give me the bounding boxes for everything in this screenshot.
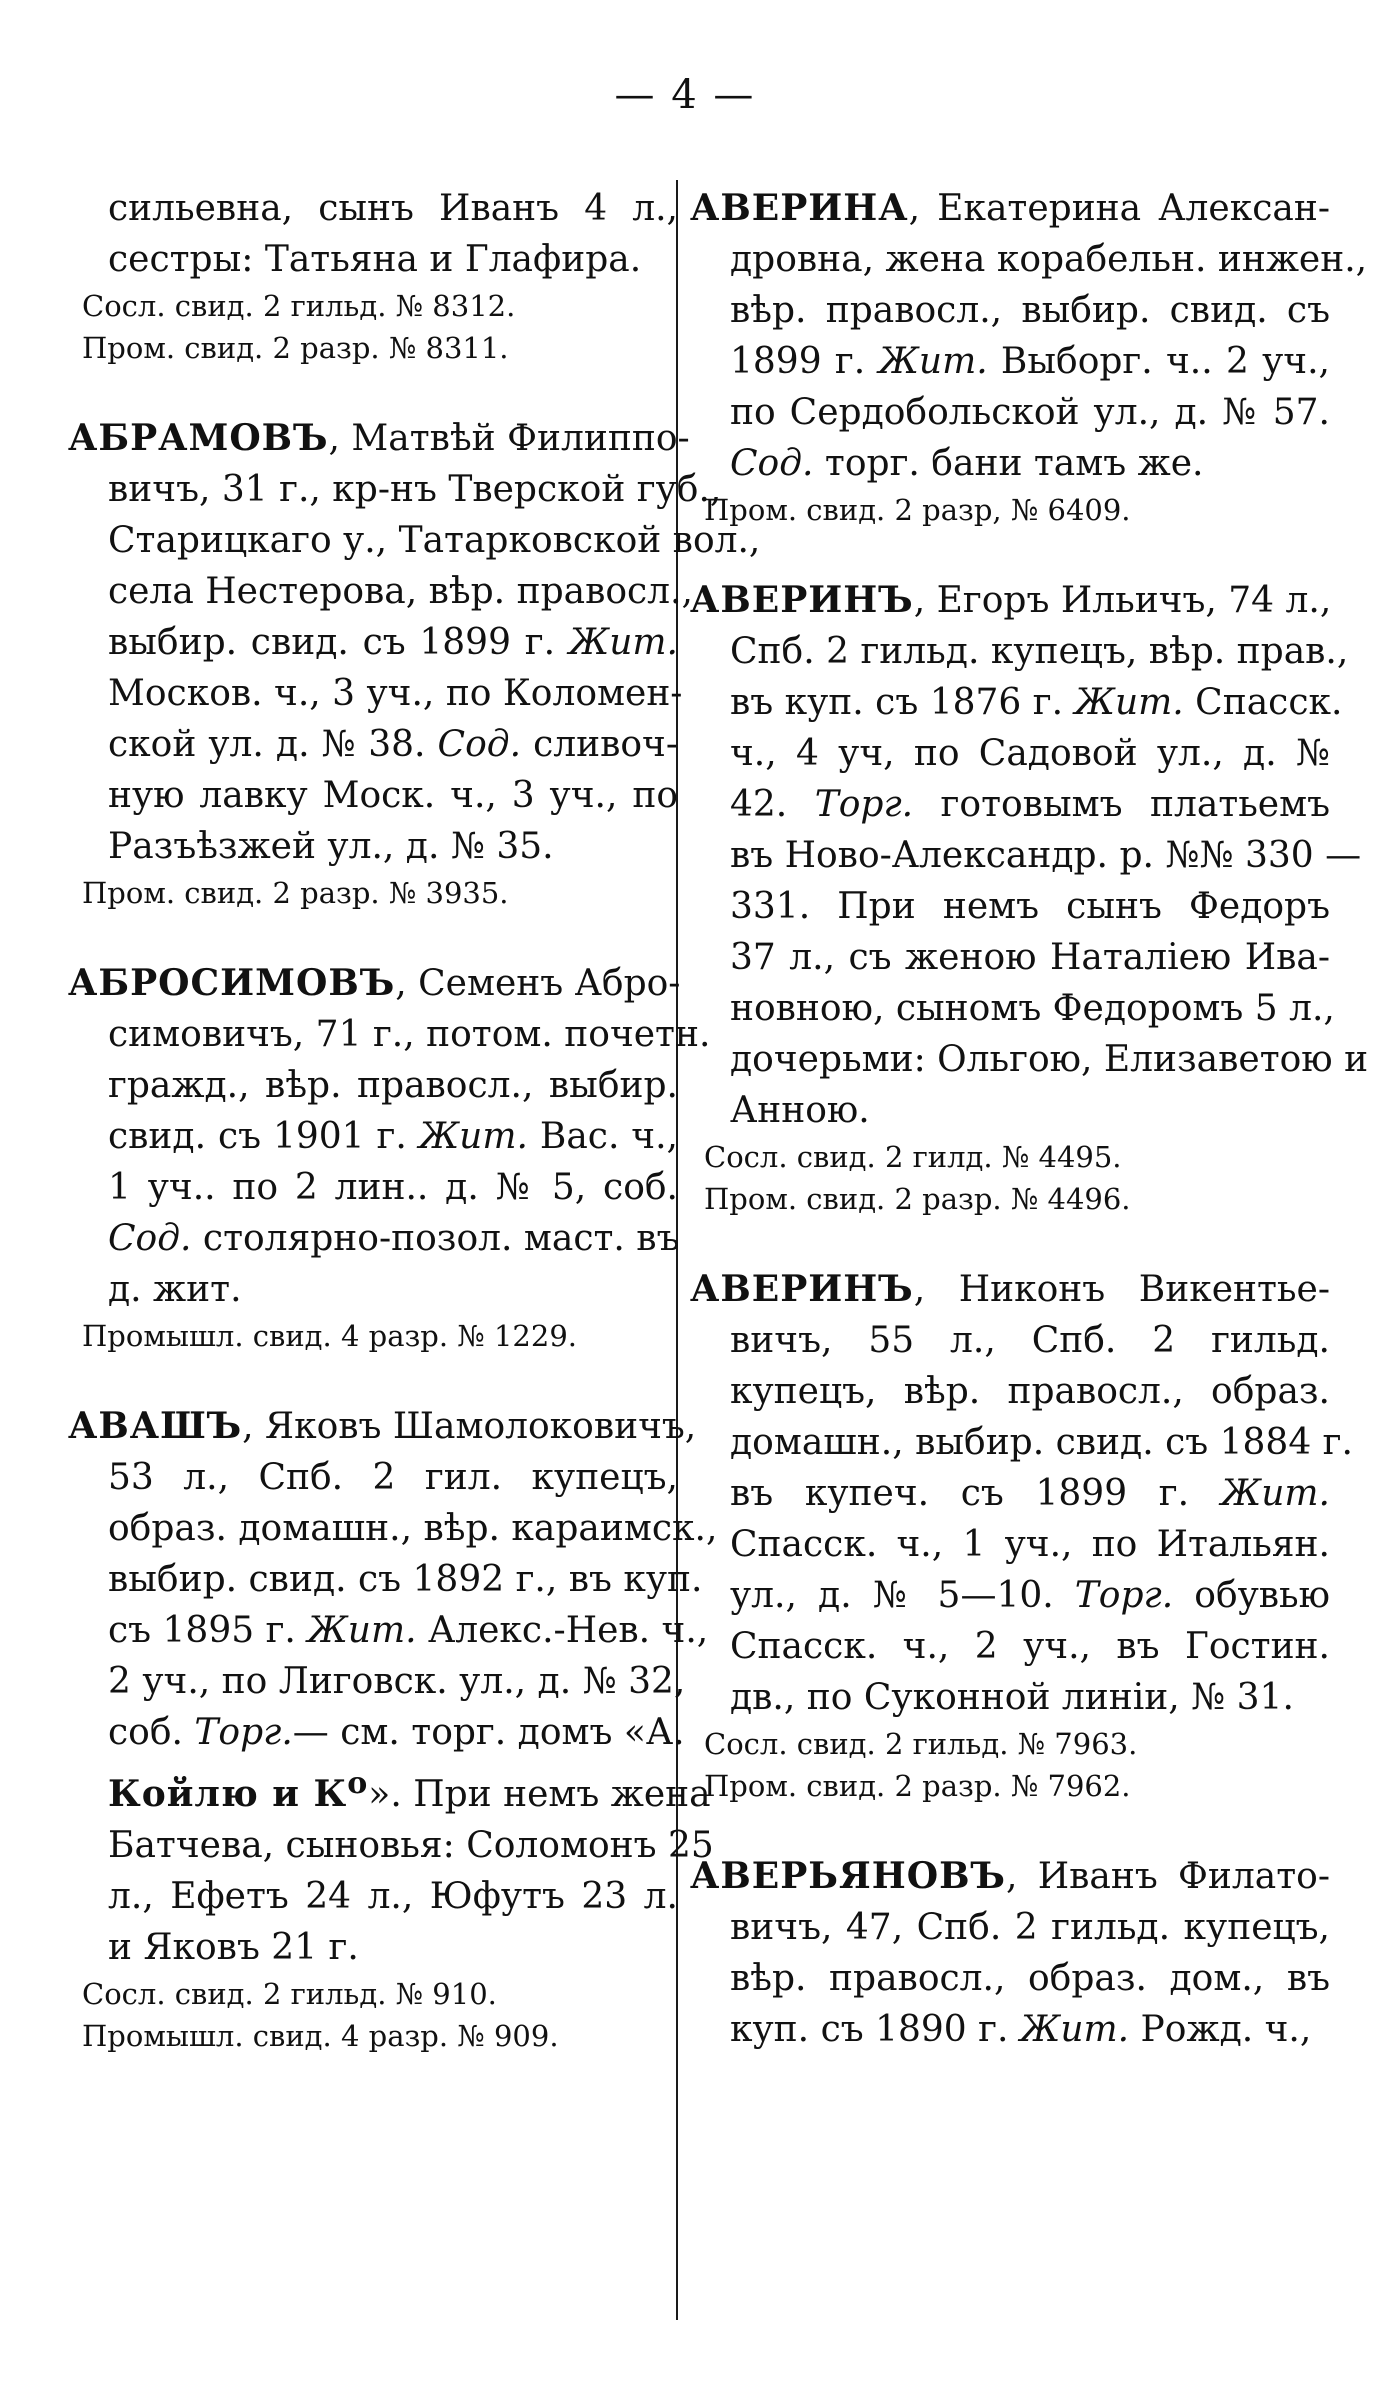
entry-text: 1899 г. — [730, 341, 879, 382]
entry-averyanov — [690, 1851, 1330, 2055]
entry-text-line — [68, 1213, 678, 1264]
trade-certificate: Промышл. свид. 4 разр. № 909. — [82, 2019, 559, 2053]
entry-text-line: Старицкаго у., Татарковской вол., — [108, 520, 761, 561]
entry-text: Спасск. — [1183, 682, 1343, 723]
entry-surname: АВЕРЬЯНОВЪ — [690, 1855, 1006, 1897]
entry-text: , Егоръ Ильичъ, 74 л., — [913, 580, 1332, 621]
entry-abbrev-italic: Сод. — [730, 443, 814, 484]
entry-abbrev-italic: Жит. — [1220, 1473, 1330, 1514]
entry-heading-line — [68, 413, 690, 464]
entry-heading-line — [68, 958, 681, 1009]
entry-text-line — [68, 1605, 709, 1656]
entry-text-line — [690, 1468, 1330, 1519]
entry-text-line: по Сердобольской ул., д. № 57. — [730, 392, 1330, 433]
entry-text-line: домашн., выбир. свид. съ 1884 г. — [730, 1422, 1353, 1463]
entry-text-line: и Яковъ 21 г. — [108, 1927, 359, 1968]
entry-text-line: Спасск. ч., 2 уч., въ Гостин. — [730, 1626, 1330, 1667]
entry-heading-line — [690, 183, 1330, 234]
entry-continued — [68, 183, 678, 369]
entry-text-line — [690, 779, 1330, 830]
entry-text-line: Анною. — [730, 1090, 870, 1131]
entry-text-line: выбир. свид. съ 1892 г., въ куп. — [108, 1559, 703, 1600]
entry-text: обувью — [1173, 1575, 1331, 1616]
entry-text-line: вичъ, 47, Спб. 2 гильд. купецъ, — [730, 1907, 1330, 1948]
entry-text-line: гражд., вѣр. правосл., выбир. — [108, 1065, 678, 1106]
entry-surname: АБРАМОВЪ — [68, 417, 329, 459]
entry-text-line — [690, 336, 1330, 387]
entry-text: , Екатерина Алексан- — [908, 188, 1330, 229]
entry-text-line — [68, 719, 678, 770]
entry-text-line: 2 уч., по Лиговск. ул., д. № 32, — [108, 1661, 686, 1702]
entry-text: , Семенъ Абро- — [395, 963, 681, 1004]
entry-text-line: вичъ, 31 г., кр-нъ Тверской губ., — [108, 469, 722, 510]
entry-surname: АБРОСИМОВЪ — [68, 962, 396, 1004]
entry-text-line: вѣр. правосл., выбир. свид. съ — [730, 290, 1330, 331]
entry-text-line: ную лавку Моск. ч., 3 уч., по — [108, 775, 678, 816]
entry-surname: АВЕРИНЪ — [690, 1268, 914, 1310]
entry-surname: АВЕРИНА — [690, 187, 909, 229]
entry-text: Вас. ч., — [527, 1116, 678, 1157]
entry-text: , Никонъ Викентье- — [913, 1269, 1330, 1310]
entry-text-line: вѣр. правосл., образ. дом., въ — [730, 1958, 1330, 1999]
entry-text-line: 53 л., Спб. 2 гил. купецъ, — [108, 1457, 678, 1498]
entry-text: , Матвѣй Филиппо- — [328, 418, 690, 459]
entry-text-line: купецъ, вѣр. правосл., образ. — [730, 1371, 1330, 1412]
entry-text-line — [690, 1570, 1330, 1621]
entry-text-line: 331. При немъ сынъ Федоръ — [730, 886, 1330, 927]
entry-text-line: л., Ефетъ 24 л., Юфутъ 23 л. — [108, 1876, 678, 1917]
entry-text-line: сильевна, сынъ Иванъ 4 л., — [108, 188, 678, 229]
entry-text: Выборг. ч.. 2 уч., — [987, 341, 1330, 382]
entry-text: свид. съ 1901 г. — [108, 1116, 419, 1157]
entry-abrosimov — [68, 958, 711, 1357]
entry-abbrev-italic: Жит. — [878, 341, 988, 382]
entry-surname: АВАШЪ — [68, 1405, 243, 1447]
entry-text: соб. — [108, 1712, 195, 1753]
entry-heading-line — [690, 575, 1330, 626]
entry-text-line: Москов. ч., 3 уч., по Коломен- — [108, 673, 683, 714]
trade-certificate: Пром. свид. 2 разр. № 4496. — [704, 1182, 1131, 1216]
entry-text: въ купеч. съ 1899 г. — [730, 1473, 1221, 1514]
entry-text-line — [68, 1758, 711, 1820]
entry-text: куп. съ 1890 г. — [730, 2009, 1020, 2050]
entry-text: 42. — [730, 784, 815, 825]
entry-text-line — [690, 677, 1343, 728]
entry-text-line: дровна, жена корабельн. инжен., — [730, 239, 1368, 280]
entry-heading-line — [690, 1264, 1330, 1315]
entry-text-line — [68, 1707, 685, 1758]
right-column — [690, 183, 1369, 2099]
entry-abbrev-italic: Жит. — [307, 1610, 417, 1651]
entry-heading-line — [68, 1401, 697, 1452]
entry-text-line: Батчева, сыновья: Соломонъ 25 — [108, 1825, 714, 1866]
entry-text-line: сестры: Татьяна и Глафира. — [108, 239, 642, 280]
entry-text-line: 1 уч.. по 2 лин.. д. № 5, соб. — [108, 1167, 678, 1208]
entry-text-line — [68, 617, 678, 668]
entry-abbrev-italic: Торг. — [814, 784, 914, 825]
entry-abbrev-italic: Жит. — [1074, 682, 1184, 723]
entry-text: ». При немъ жена — [368, 1774, 711, 1815]
estate-certificate: Сосл. свид. 2 гильд. № 8312. — [82, 289, 516, 323]
entry-surname: АВЕРИНЪ — [690, 579, 914, 621]
entry-text: столярно-позол. маст. въ — [191, 1218, 680, 1259]
trade-certificate: Промышл. свид. 4 разр. № 1229. — [82, 1319, 577, 1353]
entry-abbrev-italic: Жит. — [568, 622, 678, 663]
entry-abbrev-italic: Торг. — [1074, 1575, 1174, 1616]
page-number: — 4 — — [614, 72, 756, 118]
trade-certificate: Пром. свид. 2 разр. № 7962. — [704, 1769, 1131, 1803]
entry-text-line: 37 л., съ женою Наталіею Ива- — [730, 937, 1330, 978]
entry-text-line: дочерьми: Ольгою, Елизаветою и — [730, 1039, 1369, 1080]
estate-certificate: Сосл. свид. 2 гильд. № 910. — [82, 1977, 497, 2011]
entry-text: Алекс.-Нев. ч., — [416, 1610, 709, 1651]
entry-text-line: вичъ, 55 л., Спб. 2 гильд. — [730, 1320, 1330, 1361]
entry-text: въ куп. съ 1876 г. — [730, 682, 1075, 723]
entry-abbrev-italic: Сод. — [108, 1218, 192, 1259]
entry-text: Рожд. ч., — [1129, 2009, 1312, 2050]
entry-text-line: дв., по Суконной линіи, № 31. — [730, 1677, 1294, 1718]
entry-text-line: въ Ново-Александр. р. №№ 330 — — [730, 835, 1362, 876]
estate-certificate: Сосл. свид. 2 гильд. № 7963. — [704, 1727, 1138, 1761]
entry-abbrev-italic: Жит. — [418, 1116, 528, 1157]
entry-averin-egor — [690, 575, 1369, 1220]
entry-text-line — [690, 2004, 1330, 2055]
firm-name-superscript: о — [347, 1766, 369, 1801]
entry-abbrev-italic: Жит. — [1019, 2009, 1130, 2050]
entry-text-line: Спасск. ч., 1 уч., по Итальян. — [730, 1524, 1330, 1565]
entry-text-line: образ. домашн., вѣр. караимск., — [108, 1508, 718, 1549]
trade-certificate: Пром. свид. 2 разр. № 8311. — [82, 331, 509, 365]
entry-abramov — [68, 413, 761, 914]
entry-text: готовымъ платьемъ — [913, 784, 1331, 825]
entry-text: , Иванъ Филато- — [1005, 1856, 1330, 1897]
entry-text-line — [68, 1111, 678, 1162]
entry-text-line — [690, 438, 1330, 489]
entry-text: ул., д. № 5—10. — [730, 1575, 1075, 1616]
entry-heading-line — [690, 1851, 1330, 1902]
trade-certificate: Пром. свид. 2 разр. № 3935. — [82, 876, 509, 910]
entry-text: , Яковъ Шамолоковичъ, — [242, 1406, 697, 1447]
entry-text-line: Разъѣзжей ул., д. № 35. — [108, 826, 554, 867]
entry-text: торг. бани тамъ же. — [813, 443, 1204, 484]
trade-certificate: Пром. свид. 2 разр, № 6409. — [704, 493, 1131, 527]
firm-name: Койлю и К — [108, 1773, 348, 1815]
entry-text-line: Спб. 2 гильд. купецъ, вѣр. прав., — [730, 631, 1349, 672]
entry-text-line: ч., 4 уч, по Садовой ул., д. № — [730, 733, 1330, 774]
entry-text: сливоч- — [521, 724, 679, 765]
estate-certificate: Сосл. свид. 2 гилд. № 4495. — [704, 1140, 1122, 1174]
entry-abbrev-italic: Сод. — [437, 724, 522, 765]
entry-averin-nikon — [690, 1264, 1353, 1807]
entry-text-line: д. жит. — [108, 1269, 242, 1310]
entry-text: выбир. свид. съ 1899 г. — [108, 622, 569, 663]
entry-text: съ 1895 г. — [108, 1610, 308, 1651]
entry-text: — см. торг. домъ «А. — [292, 1712, 685, 1753]
entry-avash — [68, 1401, 718, 2057]
left-column — [68, 183, 761, 2101]
entry-text-line: симовичъ, 71 г., потом. почетн. — [108, 1014, 711, 1055]
entry-text: ской ул. д. № 38. — [108, 724, 438, 765]
entry-text-line: села Нестерова, вѣр. правосл., — [108, 571, 693, 612]
entry-abbrev-italic: Торг. — [194, 1712, 293, 1753]
entry-text-line: новною, сыномъ Федоромъ 5 л., — [730, 988, 1335, 1029]
entry-averina — [690, 183, 1368, 531]
